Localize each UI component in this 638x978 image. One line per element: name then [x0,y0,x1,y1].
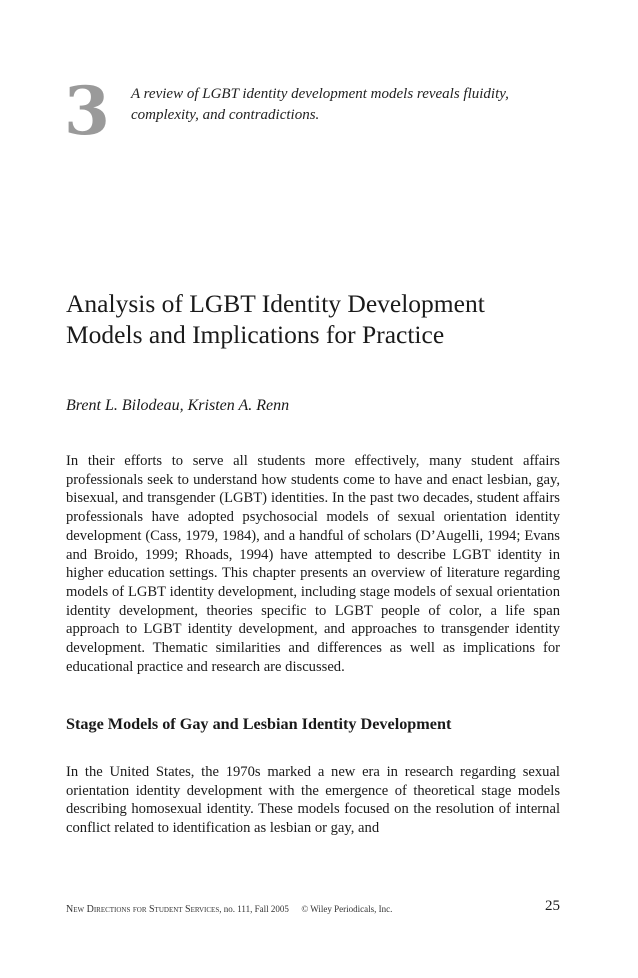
chapter-tagline: A review of LGBT identity development models reveals fluidity, complexity, and contradictions. [131,86,509,123]
section-heading: Stage Models of Gay and Lesbian Identity Development [66,715,452,733]
article-abstract: In their efforts to serve all students more effectively, many student affairs professionals seek to understand how students come to have and enact lesbian, gay, bisexual, and transgender (LGBT) identities. In the past two decades, student affairs professionals have adopted psychosocial models of sexual orientation identity development (Cass, 1979, 1984), and a handful of scholars (D’Augelli, 1994; Evans and Broido, 1999; Rhoads, 1994) have attempted to describe LGBT identity in higher education settings. This chapter presents an overview of literature regarding models of LGBT identity development, including stage models of sexual orientation identity development, theories specific to LGBT people of color, a life span approach to LGBT identity development, and approaches to transgender identity development. Thematic similarities and differences as well as implications for educational practice and research are discussed. [66,453,560,675]
chapter-number: 3 [64,72,110,150]
article-title: Analysis of LGBT Identity Development Models and Implications for Practice [66,289,485,349]
journal-footer [66,904,392,915]
page-number: 25 [545,898,560,914]
article-authors: Brent L. Bilodeau, Kristen A. Renn [66,397,290,414]
journal-name: New Directions for Student Services [66,904,220,915]
copyright-notice: © Wiley Periodicals, Inc. [301,904,393,914]
journal-issue: , no. 111, Fall 2005 [219,904,289,914]
section-body: In the United States, the 1970s marked a new era in research regarding sexual orientation identity development with the emergence of theoretical stage models describing homosexual identity. These models focused on the resolution of internal conflict related to identification as lesbian or gay, and [66,764,560,837]
